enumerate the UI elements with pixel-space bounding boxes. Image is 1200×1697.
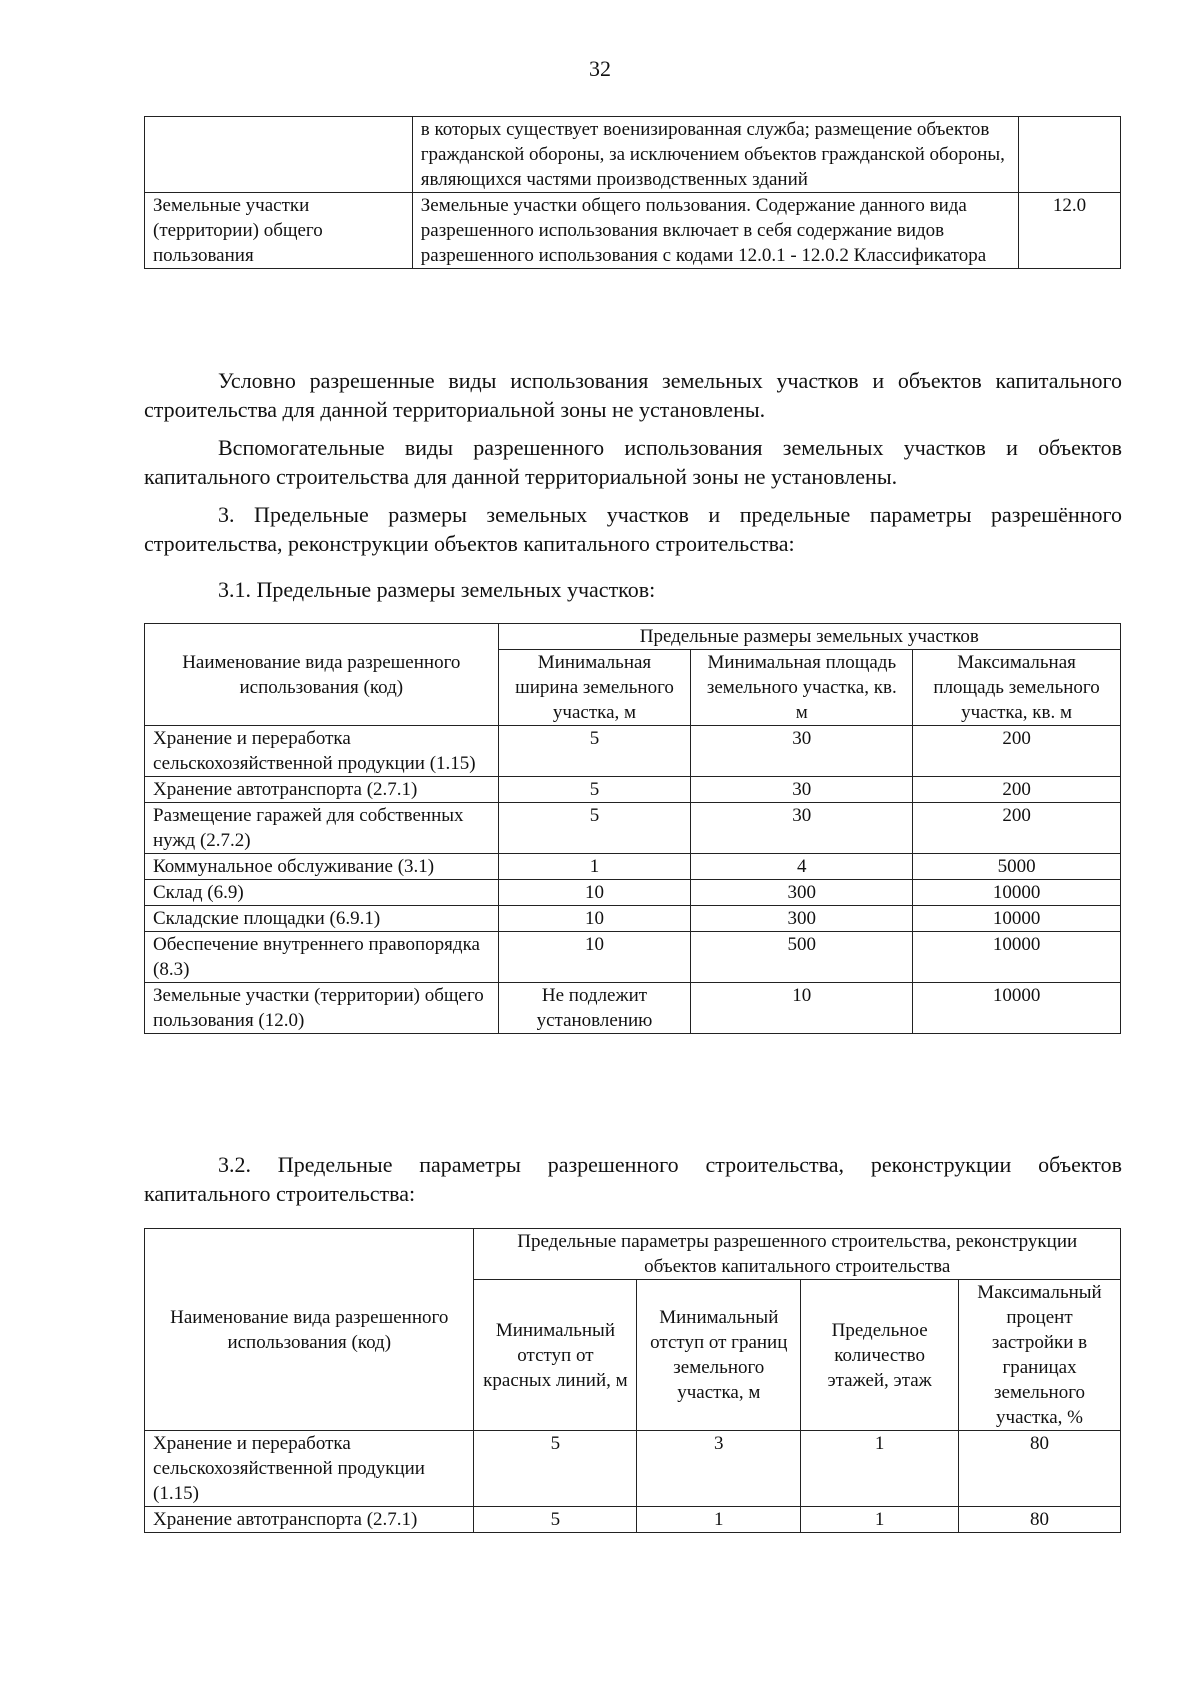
table-cell-name: Склад (6.9) xyxy=(145,880,499,906)
table-cell-v4: 80 xyxy=(959,1431,1121,1507)
table-cell-code: 12.0 xyxy=(1019,193,1121,269)
header-min-setback-red-lines: Минимальный отступ от красных линий, м xyxy=(474,1280,637,1431)
table-row xyxy=(145,906,1121,932)
table-row xyxy=(145,777,1121,803)
construction-params-table xyxy=(144,1228,1121,1533)
table-cell-v2: 30 xyxy=(691,726,913,777)
table-cell-v2: 4 xyxy=(691,854,913,880)
table-row xyxy=(145,854,1121,880)
table-cell-v1: 1 xyxy=(498,854,691,880)
table-cell-v1: 5 xyxy=(474,1507,637,1533)
header-use-name: Наименование вида разрешенного использования (код) xyxy=(145,1229,474,1431)
header-max-area: Максимальная площадь земельного участка, кв. м xyxy=(913,650,1121,726)
header-min-width: Минимальная ширина земельного участка, м xyxy=(498,650,691,726)
page-number: 32 xyxy=(589,56,611,81)
table-cell-v2: 300 xyxy=(691,880,913,906)
table-cell-v2: 3 xyxy=(637,1431,801,1507)
table-cell-name: Размещение гаражей для собственных нужд (2.7.2) xyxy=(145,803,499,854)
header-max-coverage: Максимальный процент застройки в границах земельного участка, % xyxy=(959,1280,1121,1431)
table-cell-v3: 10000 xyxy=(913,983,1121,1034)
table-cell-v1: 10 xyxy=(498,906,691,932)
table-cell-description: Земельные участки общего пользования. Содержание данного вида разрешенного использования включает в себя содержание видов разрешенного использования с кодами 12.0.1 - 12.0.2 Классификатора xyxy=(412,193,1018,269)
table-cell-name: Складские площадки (6.9.1) xyxy=(145,906,499,932)
table-cell-name: Хранение автотранспорта (2.7.1) xyxy=(145,1507,474,1533)
table-cell-description: в которых существует военизированная служба; размещение объектов гражданской обороны, за исключением объектов гражданской обороны, являющихся частями производственных зданий xyxy=(412,117,1018,193)
table-cell-v2: 300 xyxy=(691,906,913,932)
table-cell-v2: 30 xyxy=(691,777,913,803)
table-cell-v2: 30 xyxy=(691,803,913,854)
table-cell-name: Хранение автотранспорта (2.7.1) xyxy=(145,777,499,803)
paragraph-conditional-uses: Условно разрешенные виды использования земельных участков и объектов капитального строительства для данной территориальной зоны не установлены. xyxy=(144,368,1122,422)
table-cell-v3: 200 xyxy=(913,803,1121,854)
table-cell-v3: 5000 xyxy=(913,854,1121,880)
table-cell-v2: 10 xyxy=(691,983,913,1034)
table-row xyxy=(145,880,1121,906)
table-header-row xyxy=(145,624,1121,650)
table-row xyxy=(145,983,1121,1034)
table-cell-v3: 10000 xyxy=(913,906,1121,932)
table-cell-v1: 5 xyxy=(474,1431,637,1507)
table-cell-name: Земельные участки (территории) общего пользования (12.0) xyxy=(145,983,499,1034)
continued-table xyxy=(144,116,1121,269)
paragraph-3-2: 3.2. Предельные параметры разрешенного строительства, реконструкции объектов капитального строительства: xyxy=(144,1152,1122,1206)
plot-size-table xyxy=(144,623,1121,1034)
header-min-setback-borders: Минимальный отступ от границ земельного участка, м xyxy=(637,1280,801,1431)
table-row xyxy=(145,117,1121,193)
header-min-area: Минимальная площадь земельного участка, кв. м xyxy=(691,650,913,726)
header-max-floors: Предельное количество этажей, этаж xyxy=(801,1280,959,1431)
table-header-row xyxy=(145,1229,1121,1280)
table-cell-v1: 10 xyxy=(498,880,691,906)
table-cell-v3: 200 xyxy=(913,777,1121,803)
table-cell-v4: 80 xyxy=(959,1507,1121,1533)
table-cell-v3: 10000 xyxy=(913,880,1121,906)
table-cell-name: Земельные участки (территории) общего пользования xyxy=(145,193,413,269)
table-cell-v1: Не подлежит установлению xyxy=(498,983,691,1034)
table-cell-name: Хранение и переработка сельскохозяйственной продукции (1.15) xyxy=(145,726,499,777)
header-group: Предельные размеры земельных участков xyxy=(498,624,1120,650)
table-row xyxy=(145,932,1121,983)
table-row xyxy=(145,193,1121,269)
table-row xyxy=(145,1507,1121,1533)
table-cell-v3: 1 xyxy=(801,1507,959,1533)
table-cell-v1: 5 xyxy=(498,803,691,854)
table-cell-v1: 5 xyxy=(498,726,691,777)
table-cell-name xyxy=(145,117,413,193)
paragraph-auxiliary-uses: Вспомогательные виды разрешенного использования земельных участков и объектов капитального строительства для данной территориальной зоны не установлены. xyxy=(144,435,1122,489)
table-cell-code xyxy=(1019,117,1121,193)
table-row xyxy=(145,1431,1121,1507)
heading-3-1: 3.1. Предельные размеры земельных участков: xyxy=(218,577,656,602)
table-cell-v3: 200 xyxy=(913,726,1121,777)
table-row xyxy=(145,803,1121,854)
table-cell-v1: 5 xyxy=(498,777,691,803)
header-use-name: Наименование вида разрешенного использования (код) xyxy=(145,624,499,726)
table-cell-name: Коммунальное обслуживание (3.1) xyxy=(145,854,499,880)
table-row xyxy=(145,726,1121,777)
table-cell-v3: 10000 xyxy=(913,932,1121,983)
table-cell-name: Обеспечение внутреннего правопорядка (8.3) xyxy=(145,932,499,983)
table-cell-v2: 500 xyxy=(691,932,913,983)
header-group: Предельные параметры разрешенного строительства, реконструкции объектов капитального строительства xyxy=(474,1229,1121,1280)
table-cell-v1: 10 xyxy=(498,932,691,983)
table-cell-v3: 1 xyxy=(801,1431,959,1507)
paragraph-section-3: 3. Предельные размеры земельных участков и предельные параметры разрешённого строительства, реконструкции объектов капитального строительства: xyxy=(144,502,1122,556)
table-cell-v2: 1 xyxy=(637,1507,801,1533)
table-cell-name: Хранение и переработка сельскохозяйственной продукции (1.15) xyxy=(145,1431,474,1507)
